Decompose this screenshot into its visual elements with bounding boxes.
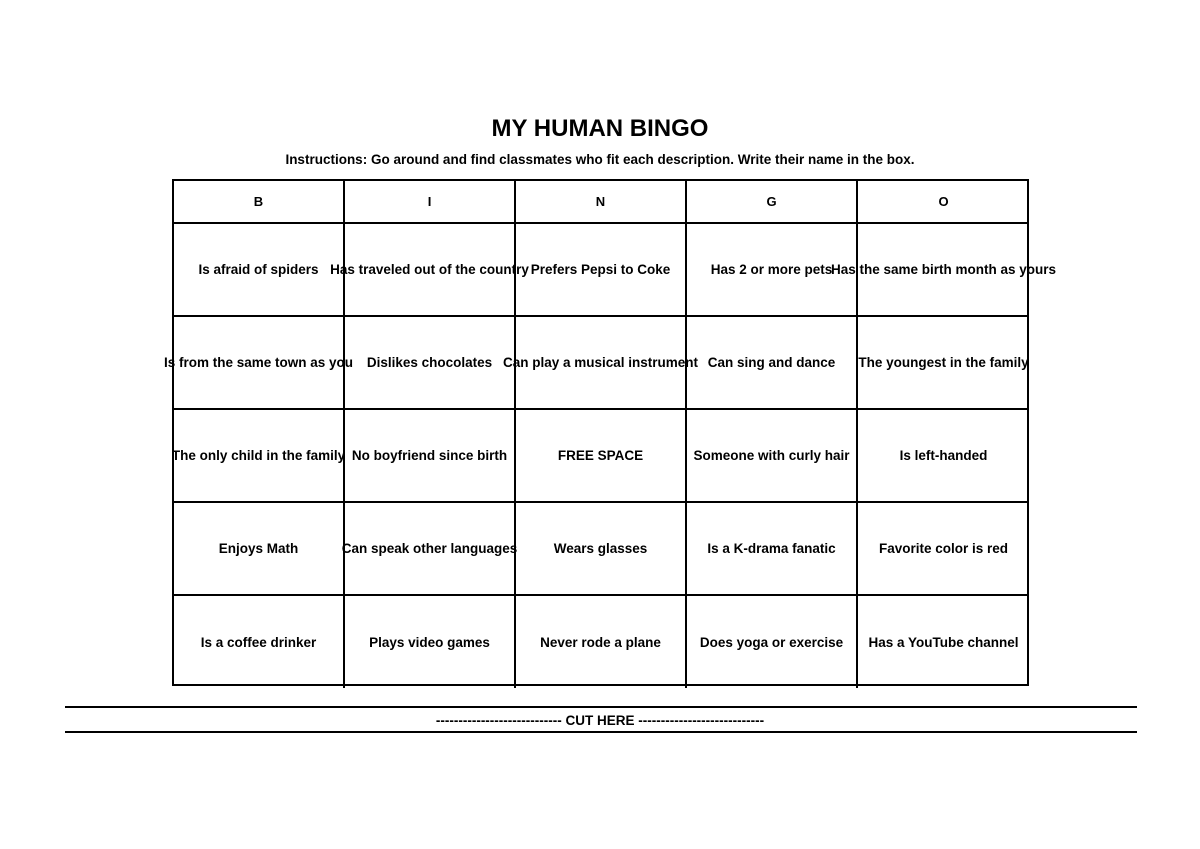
bingo-cell: The only child in the family (174, 410, 345, 503)
bingo-cell: Has traveled out of the country (345, 224, 516, 317)
bingo-cell: Prefers Pepsi to Coke (516, 224, 687, 317)
bingo-cell: Favorite color is red (858, 503, 1029, 596)
column-header-b: B (174, 181, 345, 224)
bingo-cell: Has a YouTube channel (868, 634, 1019, 650)
column-header-g: G (687, 181, 858, 224)
bingo-cell: No boyfriend since birth (345, 410, 516, 503)
bingo-cell: Can sing and dance (687, 317, 858, 410)
bingo-cell: The youngest in the family (858, 317, 1029, 410)
bingo-cell: Someone with curly hair (687, 410, 858, 503)
bingo-cell: Does yoga or exercise (687, 596, 858, 688)
bingo-cell: Has 2 or more pets (687, 224, 858, 317)
column-header-o: O (858, 181, 1029, 224)
cut-line-bottom (65, 731, 1137, 733)
bingo-cell: Is from the same town as you (174, 317, 345, 410)
bingo-cell: Plays video games (345, 596, 516, 688)
column-header-i: I (345, 181, 516, 224)
bingo-cell: Can speak other languages (345, 503, 516, 596)
bingo-cell: Wears glasses (516, 503, 687, 596)
bingo-cell: Has the same birth month as yours (858, 224, 1029, 317)
column-header-n: N (516, 181, 687, 224)
bingo-cell: Is a K-drama fanatic (687, 503, 858, 596)
bingo-cell: Is a coffee drinker (174, 596, 345, 688)
bingo-cell: Can play a musical instrument (516, 317, 687, 410)
bingo-grid (163, 179, 1057, 686)
bingo-cell: Dislikes chocolates (345, 317, 516, 410)
cut-line-top (65, 706, 1137, 708)
bingo-cell: Is left-handed (858, 410, 1029, 503)
cut-here-label: ---------------------------- CUT HERE ---------------------------- (435, 713, 765, 728)
bingo-cell: Enjoys Math (174, 503, 345, 596)
bingo-cell: Is afraid of spiders (174, 224, 345, 317)
free-space-cell: FREE SPACE (516, 410, 687, 503)
bingo-cell: Never rode a plane (516, 596, 687, 688)
instructions: Instructions: Go around and find classmates who fit each description. Write their name in the box. (285, 152, 915, 167)
page-title: MY HUMAN BINGO (491, 115, 709, 142)
